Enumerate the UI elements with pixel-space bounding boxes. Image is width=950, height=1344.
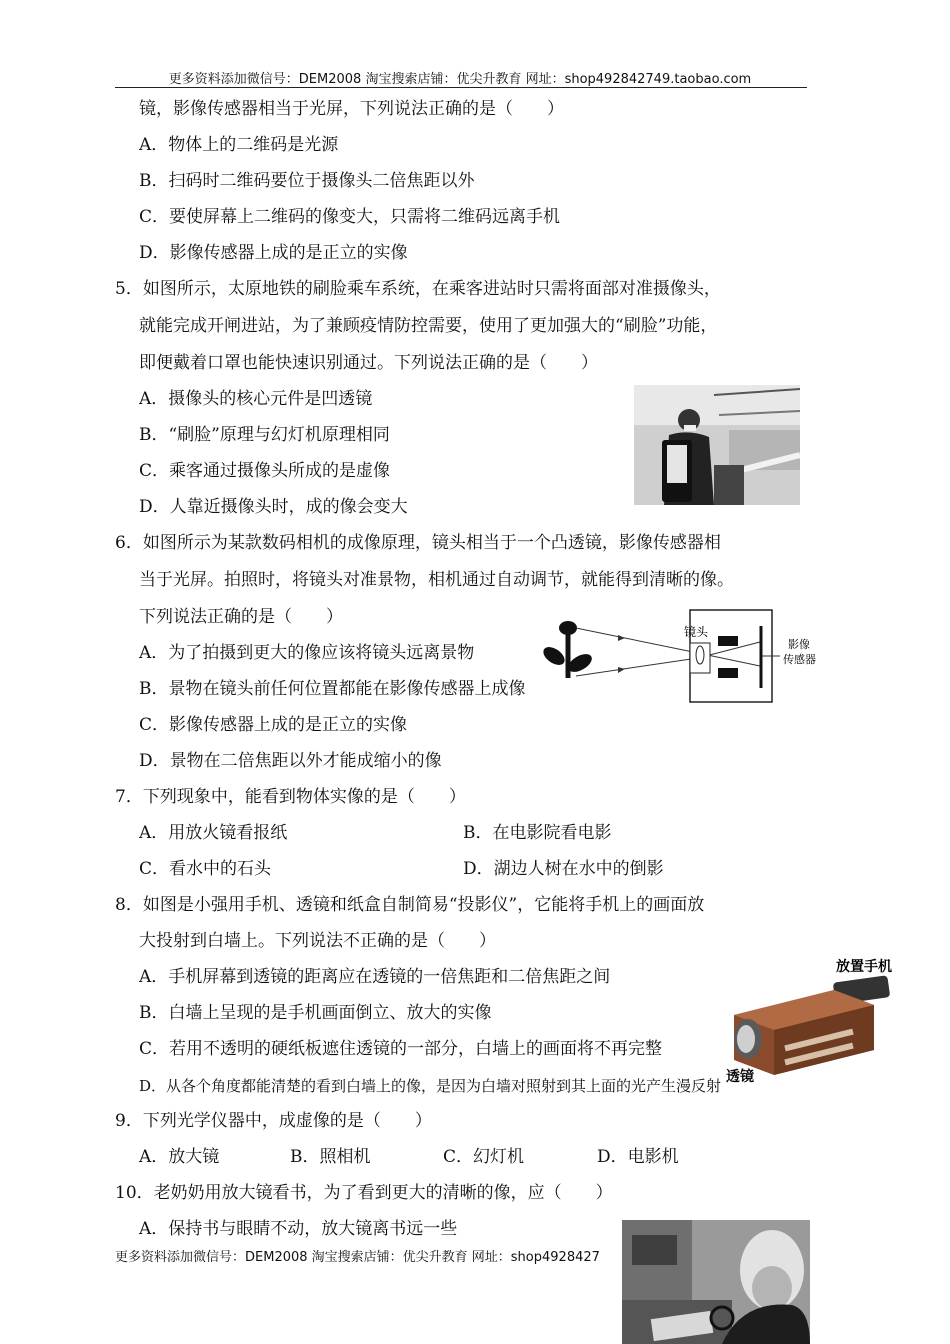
q8-option-c: C．若用不透明的硬纸板遮住透镜的一部分，白墙上的画面将不再完整 <box>139 1039 663 1059</box>
sensor-label-2: 传感器 <box>783 653 816 666</box>
q4-option-c: C．要使屏幕上二维码的像变大，只需将二维码远离手机 <box>139 207 561 227</box>
phone-label: 放置手机 <box>836 959 892 975</box>
q5-option-b: B．“刷脸”原理与幻灯机原理相同 <box>139 425 390 445</box>
lens-label: 透镜 <box>726 1069 754 1085</box>
q5-option-c: C．乘客通过摄像头所成的是虚像 <box>139 461 391 481</box>
q4-option-b: B．扫码时二维码要位于摄像头二倍焦距以外 <box>139 171 475 191</box>
q7-stem: 7．下列现象中，能看到物体实像的是（ ） <box>115 787 466 807</box>
q7-option-d: D．湖边人树在水中的倒影 <box>463 859 664 879</box>
q9-option-c: C．幻灯机 <box>443 1147 525 1167</box>
q5-option-a: A．摄像头的核心元件是凹透镜 <box>139 389 373 409</box>
plant-icon <box>540 621 595 678</box>
q8-option-d: D．从各个角度都能清楚的看到白墙上的像，是因为白墙对照射到其上面的光产生漫反射 <box>139 1077 722 1095</box>
q7-option-c: C．看水中的石头 <box>139 859 272 879</box>
lens-label: 镜头 <box>684 625 709 639</box>
q5-option-d: D．人靠近摄像头时，成的像会变大 <box>139 497 408 517</box>
q9-option-b: B．照相机 <box>290 1147 371 1167</box>
q7-option-a: A．用放火镜看报纸 <box>139 823 288 843</box>
q8-option-b: B．白墙上呈现的是手机画面倒立、放大的实像 <box>139 1003 492 1023</box>
q4-stem-continued: 镜，影像传感器相当于光屏，下列说法正确的是（ ） <box>139 99 564 119</box>
q10-stem: 10．老奶奶用放大镜看书，为了看到更大的清晰的像，应（ ） <box>115 1183 613 1203</box>
page-header: 更多资料添加微信号：DEM2008 淘宝搜索店铺：优尖升教育 网址：shop492842749.taobao.com <box>168 72 752 87</box>
q8-stem-line1: 8．如图是小强用手机、透镜和纸盒自制简易“投影仪”，它能将手机上的画面放 <box>115 895 705 915</box>
q8-stem-line2: 大投射到白墙上。下列说法不正确的是（ ） <box>139 931 496 951</box>
q5-stem-line3: 即便戴着口罩也能快速识别通过。下列说法正确的是（ ） <box>139 353 598 373</box>
subway-face-scan-photo <box>634 385 800 505</box>
q4-option-a: A．物体上的二维码是光源 <box>139 135 339 155</box>
camera-imaging-diagram <box>540 608 830 708</box>
q9-stem: 9．下列光学仪器中，成虚像的是（ ） <box>115 1111 432 1131</box>
header-divider <box>115 87 807 88</box>
q6-stem-line1: 6．如图所示为某款数码相机的成像原理，镜头相当于一个凸透镜，影像传感器相 <box>115 533 721 553</box>
diy-projector-photo <box>724 955 904 1085</box>
q10-option-a: A．保持书与眼睛不动，放大镜离书远一些 <box>139 1219 458 1239</box>
q6-option-b: B．景物在镜头前任何位置都能在影像传感器上成像 <box>139 679 526 699</box>
q8-option-a: A．手机屏幕到透镜的距离应在透镜的一倍焦距和二倍焦距之间 <box>139 967 611 987</box>
q6-stem-line3: 下列说法正确的是（ ） <box>139 607 343 627</box>
q6-option-a: A．为了拍摄到更大的像应该将镜头远离景物 <box>139 643 475 663</box>
q6-option-d: D．景物在二倍焦距以外才能成缩小的像 <box>139 751 442 771</box>
q4-option-d: D．影像传感器上成的是正立的实像 <box>139 243 408 263</box>
q5-stem-line1: 5．如图所示，太原地铁的刷脸乘车系统，在乘客进站时只需将面部对准摄像头， <box>115 279 721 299</box>
q7-option-b: B．在电影院看电影 <box>463 823 612 843</box>
q5-stem-line2: 就能完成开闸进站，为了兼顾疫情防控需要，使用了更加强大的“刷脸”功能， <box>139 316 718 336</box>
q9-option-d: D．电影机 <box>597 1147 679 1167</box>
q6-stem-line2: 当于光屏。拍照时，将镜头对准景物，相机通过自动调节，就能得到清晰的像。 <box>139 570 734 590</box>
sensor-label-1: 影像 <box>788 638 810 651</box>
page-footer: 更多资料添加微信号：DEM2008 淘宝搜索店铺：优尖升教育 网址：shop4928427 <box>115 1250 600 1265</box>
q6-option-c: C．影像传感器上成的是正立的实像 <box>139 715 408 735</box>
grandma-magnifier-photo <box>622 1220 810 1344</box>
q9-option-a: A．放大镜 <box>139 1147 220 1167</box>
